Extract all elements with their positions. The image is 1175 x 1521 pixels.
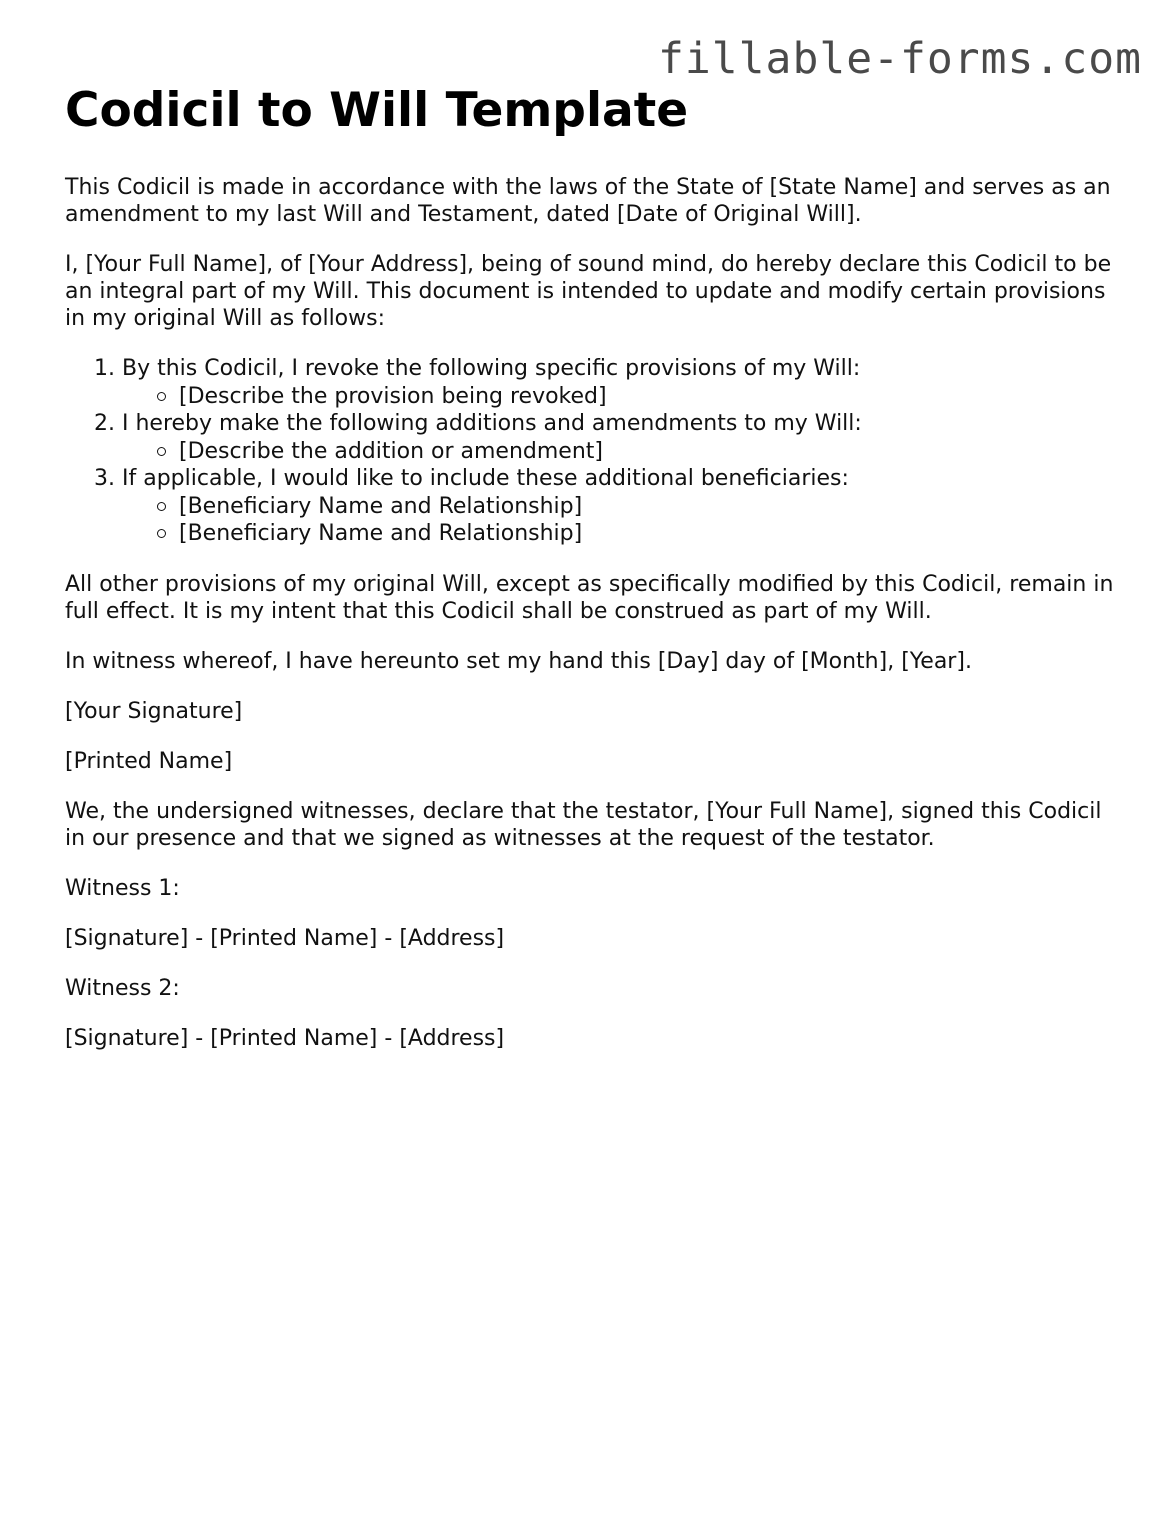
provision-text: If applicable, I would like to include these additional beneficiaries: xyxy=(122,466,849,491)
sub-item xyxy=(157,520,1115,548)
other-provisions-paragraph: All other provisions of my original Will, except as specifically modified by this Codicil, remain in full effect. It is my intent that this Codicil shall be construed as part of my Will. xyxy=(65,571,1114,624)
watermark: fillable-forms.com xyxy=(658,34,1142,84)
provision-text: By this Codicil, I revoke the following specific provisions of my Will: xyxy=(122,356,861,381)
circle-bullet-icon xyxy=(157,529,166,538)
witness2-label: Witness 2: xyxy=(65,975,180,1001)
sub-item-text: [Describe the provision being revoked] xyxy=(179,383,607,409)
declaration-paragraph: I, [Your Full Name], of [Your Address], being of sound mind, do hereby declare this Codicil to be an integral part of my Will. This document is intended to update and modify certain provisions in my original Will as follows: xyxy=(65,252,1112,331)
circle-bullet-icon xyxy=(157,447,166,456)
provision-sublist xyxy=(122,438,1115,466)
circle-bullet-icon xyxy=(157,392,166,401)
sub-item xyxy=(157,383,1115,411)
provisions-list xyxy=(65,355,1115,548)
witness1-label: Witness 1: xyxy=(65,875,180,901)
provision-text: I hereby make the following additions and amendments to my Will: xyxy=(122,411,862,436)
printed-name-placeholder: [Printed Name] xyxy=(65,748,233,774)
witness2-line: [Signature] - [Printed Name] - [Address] xyxy=(65,1025,505,1051)
sub-item-text: [Beneficiary Name and Relationship] xyxy=(179,521,583,546)
document-body xyxy=(65,84,1115,1075)
provision-item xyxy=(122,355,1115,410)
sub-item xyxy=(157,438,1115,466)
your-signature-placeholder: [Your Signature] xyxy=(65,698,243,724)
circle-bullet-icon xyxy=(157,502,166,511)
provision-sublist xyxy=(122,383,1115,411)
provision-item xyxy=(122,465,1115,548)
provision-sublist xyxy=(122,493,1115,548)
witness1-line: [Signature] - [Printed Name] - [Address] xyxy=(65,925,505,951)
page-title: Codicil to Will Template xyxy=(65,83,689,138)
intro-paragraph: This Codicil is made in accordance with the laws of the State of [State Name] and serves as an amendment to my last Will and Testament, dated [Date of Original Will]. xyxy=(65,175,1111,227)
sub-item-text: [Beneficiary Name and Relationship] xyxy=(179,493,583,519)
witness-whereof-paragraph: In witness whereof, I have hereunto set my hand this [Day] day of [Month], [Year]. xyxy=(65,648,972,674)
provision-item xyxy=(122,410,1115,465)
sub-item-text: [Describe the addition or amendment] xyxy=(179,438,603,464)
sub-item xyxy=(157,493,1115,521)
witnesses-declaration-paragraph: We, the undersigned witnesses, declare that the testator, [Your Full Name], signed this Codicil in our presence and that we signed as witnesses at the request of the testator. xyxy=(65,798,1102,851)
